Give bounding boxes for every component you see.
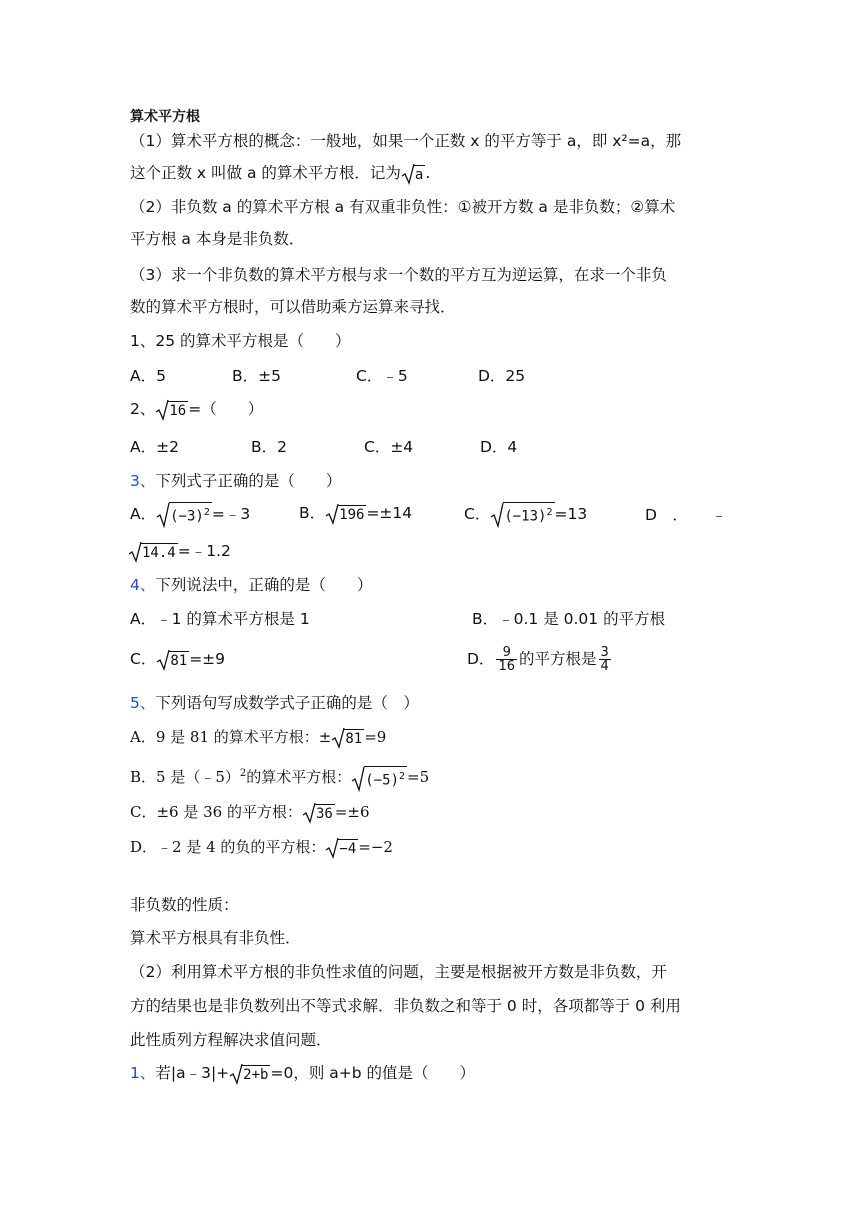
radicand: a (414, 166, 424, 183)
question-2-stem (130, 398, 263, 421)
q3-option-b (299, 502, 412, 525)
text: D．﹣2 是 4 的负的平方根： (130, 838, 326, 856)
q5-option-a (130, 726, 386, 749)
radicand: (−3) (170, 508, 204, 525)
question-number: 5、 (130, 694, 156, 712)
numerator: 9 (496, 646, 517, 660)
question-3-stem (130, 470, 341, 492)
radicand: 16 (169, 402, 187, 419)
text: A．9 是 81 的算术平方根： (130, 728, 319, 746)
radicand: 36 (315, 806, 333, 822)
text: 下列说法中，正确的是（ ） (155, 576, 373, 594)
q4-option-b: B．﹣0.1 是 0.01 的平方根 (472, 610, 666, 628)
q5-option-d (130, 836, 393, 859)
text: 下列语句写成数学式子正确的是（ ） (155, 694, 419, 712)
concept-paragraph-line: （1）算术平方根的概念：一般地，如果一个正数 x 的平方等于 a，即 x²=a，那 (130, 132, 682, 150)
radical-sign-icon (325, 837, 339, 859)
q2-option-a: A．±2 (130, 438, 179, 456)
exponent: 2 (546, 507, 553, 518)
radical-sign-icon (156, 502, 170, 528)
text: B．5 是（﹣5） (130, 768, 240, 786)
section-heading-arithmetic-square-root: 算术平方根 (130, 109, 200, 125)
option-label: A． (130, 504, 157, 523)
radical-sign-icon (302, 802, 316, 824)
text: =±6 (334, 803, 370, 821)
q1-option-c: C．﹣5 (356, 367, 408, 385)
concept-paragraph-line (130, 162, 430, 185)
radical-sign-icon (331, 727, 345, 749)
radical-sign-icon (155, 399, 169, 421)
text: =−2 (358, 838, 393, 856)
question-5-stem (130, 692, 419, 714)
text: 若|a﹣3|+ (155, 1064, 230, 1082)
radical-sign-icon (351, 766, 365, 792)
text: . (425, 164, 431, 182)
q4-option-a: A．﹣1 的算术平方根是 1 (130, 610, 310, 628)
q3-option-d (130, 540, 231, 563)
sqrt-expression (229, 1063, 270, 1085)
radical-sign-icon (325, 503, 339, 525)
denominator: 16 (498, 659, 515, 674)
text: =5 (407, 768, 430, 786)
nonnegative-paragraph-line: 此性质列方程解决求值问题． (130, 1031, 332, 1049)
inverse-operation-paragraph-line: 数的算术平方根时，可以借助乘方运算来寻找． (130, 298, 456, 316)
sqrt-expression (325, 837, 358, 859)
option-label: C． (130, 650, 157, 668)
radical-sign-icon (229, 1063, 243, 1085)
question-4-stem (130, 574, 372, 596)
question-1-stem: 1、25 的算术平方根是（ ） (130, 332, 351, 350)
nonnegative-paragraph-line: 方的结果也是非负数列出不等式求解．非负数之和等于 0 时，各项都等于 0 利用 (130, 997, 681, 1015)
sqrt-expression (155, 399, 188, 421)
text: =±14 (366, 504, 413, 522)
exponent: 2 (203, 507, 210, 518)
exponent: 2 (239, 768, 247, 779)
q2-option-c: C．±4 (364, 438, 414, 456)
q1-option-d: D．25 (478, 367, 526, 385)
exponent: 2 (399, 770, 406, 782)
text: =±9 (189, 650, 226, 668)
fraction (599, 646, 611, 673)
q3-option-c (464, 502, 587, 527)
text: =13 (554, 504, 588, 523)
question-number: 1、 (130, 1064, 156, 1082)
q3-option-d-label: D ． ﹣ (645, 506, 727, 524)
section-heading-nonnegative-properties: 非负数的性质： (130, 896, 239, 914)
option-label: D． (467, 650, 495, 668)
sqrt-expression (156, 502, 212, 527)
radical-sign-icon (128, 541, 142, 563)
question-number: 2、 (130, 400, 156, 418)
text: 的平方根是 (518, 650, 597, 668)
sqrt-expression (128, 541, 178, 563)
inverse-operation-paragraph-line: （3）求一个非负数的算术平方根与求一个数的平方互为逆运算，在求一个非负 (130, 266, 667, 284)
plus-minus-sign: ± (318, 728, 332, 746)
text: 的算术平方根： (246, 768, 352, 786)
radicand: 196 (339, 506, 365, 523)
question-6-stem (130, 1062, 475, 1085)
radicand: 81 (170, 652, 188, 669)
sqrt-expression (156, 649, 189, 671)
question-number: 4、 (130, 576, 156, 594)
nonnegative-paragraph-line: 算术平方根具有非负性． (130, 929, 301, 947)
property-paragraph-line: 平方根 a 本身是非负数． (130, 230, 305, 248)
sqrt-expression (331, 727, 364, 749)
denominator: 4 (600, 659, 609, 674)
text: =﹣3 (211, 504, 251, 523)
radicand: (−5) (365, 772, 399, 789)
text: =9 (364, 728, 387, 746)
sqrt-expression (302, 802, 335, 824)
property-paragraph-line: （2）非负数 a 的算术平方根 a 有双重非负性：①被开方数 a 是非负数；②算术 (130, 198, 676, 216)
radicand: 14.4 (142, 544, 176, 561)
option-label: C． (464, 504, 491, 523)
radical-sign-icon (156, 649, 170, 671)
question-number: 3、 (130, 472, 156, 490)
radical-sign-icon (490, 502, 504, 528)
sqrt-expression (351, 766, 407, 791)
text: 下列式子正确的是（ ） (155, 472, 342, 490)
q4-option-d (467, 646, 613, 673)
text: 这个正数 x 叫做 a 的算术平方根．记为 (130, 164, 401, 182)
sqrt-expression (325, 503, 366, 525)
radicand: (−13) (504, 508, 547, 525)
q4-option-c (130, 648, 225, 671)
text: =（ ） (188, 400, 264, 418)
text: =﹣1.2 (177, 542, 231, 560)
q3-option-a (130, 502, 250, 527)
sqrt-expression (401, 163, 425, 185)
text: C．±6 是 36 的平方根： (130, 803, 302, 821)
radical-sign-icon (401, 163, 415, 185)
sqrt-expression (490, 502, 554, 527)
fraction (496, 646, 517, 673)
q2-option-d: D．4 (480, 438, 518, 456)
q1-option-b: B．±5 (232, 367, 281, 385)
radicand: 2+b (243, 1066, 269, 1083)
q1-option-a: A．5 (130, 367, 166, 385)
option-label: B． (299, 504, 326, 522)
q2-option-b: B．2 (251, 438, 287, 456)
numerator: 3 (600, 645, 609, 660)
nonnegative-paragraph-line: （2）利用算术平方根的非负性求值的问题，主要是根据被开方数是非负数，开 (130, 963, 667, 981)
radicand: −4 (339, 841, 357, 857)
q5-option-b (130, 763, 429, 790)
q5-option-c (130, 801, 370, 824)
text: =0，则 a+b 的值是（ ） (270, 1064, 475, 1082)
radicand: 81 (345, 731, 363, 747)
